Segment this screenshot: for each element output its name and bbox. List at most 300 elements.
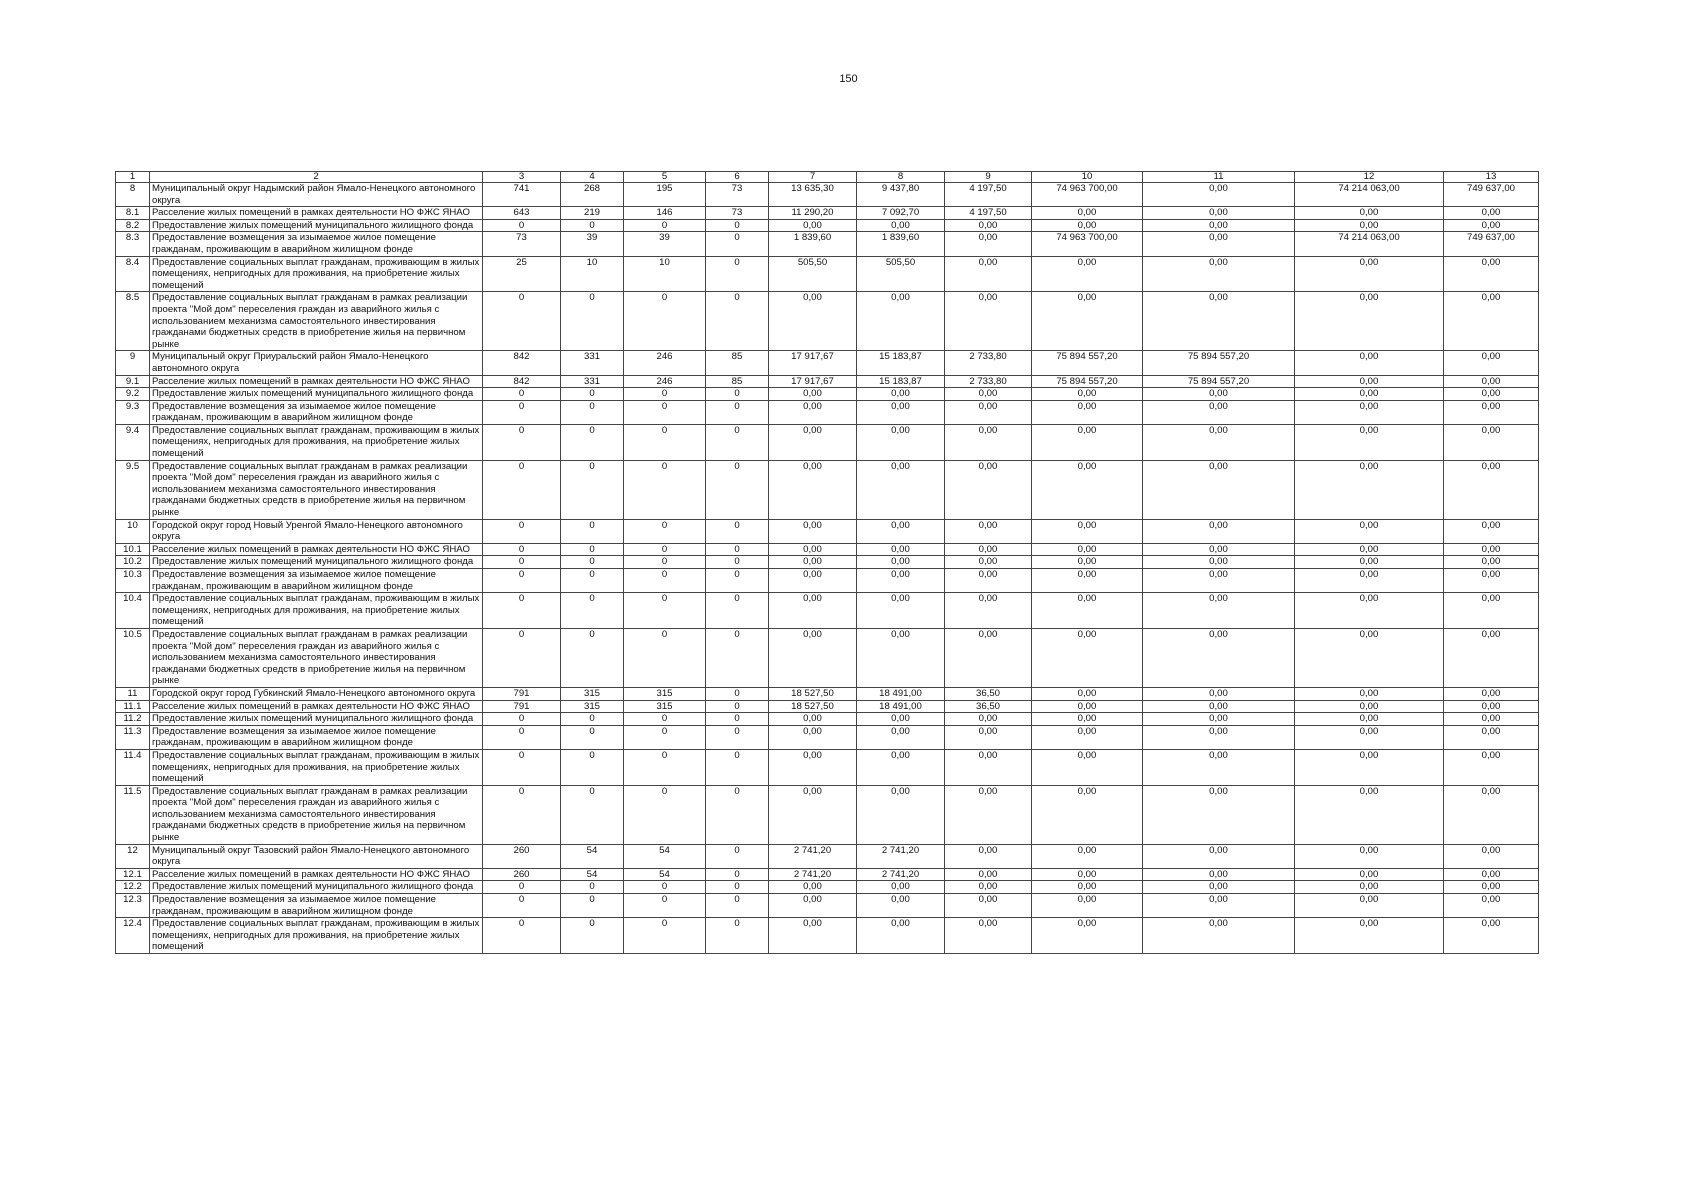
value-cell: 0,00 — [857, 713, 945, 726]
table-row — [116, 700, 1539, 713]
value-cell: 0,00 — [945, 628, 1032, 687]
table-row — [116, 725, 1539, 749]
value-cell: 0,00 — [769, 628, 857, 687]
value-cell: 0,00 — [945, 460, 1032, 519]
value-cell: 73 — [706, 207, 769, 220]
value-cell: 10 — [624, 256, 706, 292]
value-cell: 0,00 — [1295, 569, 1444, 593]
table-row — [116, 388, 1539, 401]
value-cell: 0,00 — [1143, 569, 1295, 593]
row-number-cell: 10 — [116, 519, 150, 543]
value-cell: 0,00 — [1143, 256, 1295, 292]
row-name-cell: Предоставление социальных выплат гражданам, проживающим в жилых помещениях, непригодных для проживания, на приобретение жилых помещений — [150, 424, 483, 460]
row-number-cell: 8 — [116, 183, 150, 207]
row-name-cell: Предоставление социальных выплат гражданам в рамках реализации проекта "Мой дом" переселения граждан из аварийного жилья с использованием механизма самостоятельного инвестирования гражданами бюджетных средств в приобретение жилья на первичном рынке — [150, 460, 483, 519]
value-cell: 0,00 — [1143, 628, 1295, 687]
value-cell: 0,00 — [769, 543, 857, 556]
row-number-cell: 8.3 — [116, 232, 150, 256]
value-cell: 0,00 — [1032, 388, 1143, 401]
value-cell: 219 — [561, 207, 624, 220]
value-cell: 0,00 — [945, 881, 1032, 894]
value-cell: 0,00 — [1295, 628, 1444, 687]
value-cell: 0 — [624, 556, 706, 569]
value-cell: 0 — [706, 785, 769, 844]
value-cell: 0 — [706, 556, 769, 569]
value-cell: 0 — [706, 569, 769, 593]
value-cell: 1 839,60 — [769, 232, 857, 256]
value-cell: 791 — [483, 700, 561, 713]
value-cell: 0,00 — [1143, 894, 1295, 918]
value-cell: 0,00 — [1032, 687, 1143, 700]
value-cell: 0,00 — [769, 785, 857, 844]
value-cell: 0,00 — [1444, 785, 1539, 844]
value-cell: 9 437,80 — [857, 183, 945, 207]
value-cell: 0,00 — [1295, 785, 1444, 844]
value-cell: 0,00 — [769, 460, 857, 519]
value-cell: 0,00 — [1143, 687, 1295, 700]
value-cell: 0,00 — [1444, 388, 1539, 401]
value-cell: 0,00 — [945, 868, 1032, 881]
value-cell: 11 290,20 — [769, 207, 857, 220]
value-cell: 0,00 — [769, 713, 857, 726]
value-cell: 18 527,50 — [769, 687, 857, 700]
value-cell: 0 — [561, 424, 624, 460]
value-cell: 0 — [561, 292, 624, 351]
value-cell: 0,00 — [1444, 687, 1539, 700]
row-name-cell: Предоставление жилых помещений муниципального жилищного фонда — [150, 713, 483, 726]
column-number: 3 — [483, 172, 561, 183]
value-cell: 0 — [624, 894, 706, 918]
value-cell: 75 894 557,20 — [1143, 351, 1295, 375]
value-cell: 0,00 — [769, 556, 857, 569]
table-row — [116, 207, 1539, 220]
value-cell: 0,00 — [1143, 388, 1295, 401]
row-name-cell: Предоставление социальных выплат гражданам в рамках реализации проекта "Мой дом" переселения граждан из аварийного жилья с использованием механизма самостоятельного инвестирования гражданами бюджетных средств в приобретение жилья на первичном рынке — [150, 292, 483, 351]
value-cell: 0,00 — [1295, 400, 1444, 424]
value-cell: 0 — [561, 219, 624, 232]
row-name-cell: Предоставление социальных выплат гражданам, проживающим в жилых помещениях, непригодных для проживания, на приобретение жилых помещений — [150, 918, 483, 954]
value-cell: 54 — [624, 868, 706, 881]
value-cell: 4 197,50 — [945, 207, 1032, 220]
value-cell: 0 — [624, 519, 706, 543]
value-cell: 2 741,20 — [857, 868, 945, 881]
value-cell: 2 741,20 — [857, 844, 945, 868]
value-cell: 643 — [483, 207, 561, 220]
value-cell: 0 — [483, 918, 561, 954]
value-cell: 73 — [706, 183, 769, 207]
value-cell: 0,00 — [1032, 713, 1143, 726]
row-number-cell: 9.5 — [116, 460, 150, 519]
value-cell: 0,00 — [1032, 207, 1143, 220]
value-cell: 0,00 — [1295, 256, 1444, 292]
value-cell: 0,00 — [1143, 460, 1295, 519]
value-cell: 1 839,60 — [857, 232, 945, 256]
value-cell: 0,00 — [1295, 207, 1444, 220]
row-number-cell: 12.2 — [116, 881, 150, 894]
row-number-cell: 11.2 — [116, 713, 150, 726]
value-cell: 2 741,20 — [769, 844, 857, 868]
value-cell: 0 — [483, 569, 561, 593]
value-cell: 0 — [483, 388, 561, 401]
value-cell: 0,00 — [945, 894, 1032, 918]
value-cell: 0,00 — [1444, 713, 1539, 726]
value-cell: 0 — [706, 844, 769, 868]
value-cell: 25 — [483, 256, 561, 292]
value-cell: 505,50 — [857, 256, 945, 292]
table-row — [116, 628, 1539, 687]
value-cell: 0,00 — [1032, 868, 1143, 881]
table-row — [116, 375, 1539, 388]
value-cell: 0 — [483, 543, 561, 556]
row-name-cell: Предоставление социальных выплат гражданам в рамках реализации проекта "Мой дом" переселения граждан из аварийного жилья с использованием механизма самостоятельного инвестирования гражданами бюджетных средств в приобретение жилья на первичном рынке — [150, 628, 483, 687]
value-cell: 0,00 — [1143, 219, 1295, 232]
value-cell: 0 — [624, 918, 706, 954]
value-cell: 0,00 — [1032, 700, 1143, 713]
value-cell: 0,00 — [1444, 207, 1539, 220]
value-cell: 0 — [706, 400, 769, 424]
value-cell: 0,00 — [945, 232, 1032, 256]
value-cell: 0,00 — [1143, 881, 1295, 894]
table-row — [116, 519, 1539, 543]
value-cell: 0,00 — [769, 292, 857, 351]
value-cell: 0 — [706, 460, 769, 519]
table-row — [116, 460, 1539, 519]
value-cell: 749 637,00 — [1444, 232, 1539, 256]
value-cell: 0,00 — [1444, 749, 1539, 785]
column-number: 8 — [857, 172, 945, 183]
value-cell: 0 — [706, 519, 769, 543]
value-cell: 0 — [624, 593, 706, 629]
value-cell: 0,00 — [1295, 556, 1444, 569]
table-row — [116, 844, 1539, 868]
value-cell: 741 — [483, 183, 561, 207]
value-cell: 0,00 — [1295, 700, 1444, 713]
value-cell: 0 — [706, 292, 769, 351]
value-cell: 0,00 — [1032, 844, 1143, 868]
value-cell: 0 — [624, 543, 706, 556]
row-number-cell: 11.1 — [116, 700, 150, 713]
value-cell: 0 — [483, 881, 561, 894]
column-number: 6 — [706, 172, 769, 183]
value-cell: 0,00 — [857, 749, 945, 785]
value-cell: 0 — [706, 700, 769, 713]
value-cell: 0,00 — [1143, 725, 1295, 749]
value-cell: 54 — [624, 844, 706, 868]
value-cell: 842 — [483, 351, 561, 375]
value-cell: 0 — [483, 400, 561, 424]
value-cell: 0,00 — [1444, 918, 1539, 954]
value-cell: 0 — [483, 785, 561, 844]
value-cell: 0 — [706, 713, 769, 726]
value-cell: 0,00 — [1143, 556, 1295, 569]
table-row — [116, 569, 1539, 593]
value-cell: 0,00 — [1444, 351, 1539, 375]
value-cell: 0,00 — [945, 424, 1032, 460]
value-cell: 0 — [706, 894, 769, 918]
value-cell: 0,00 — [857, 785, 945, 844]
value-cell: 0 — [561, 918, 624, 954]
value-cell: 0,00 — [1295, 593, 1444, 629]
row-name-cell: Предоставление жилых помещений муниципального жилищного фонда — [150, 556, 483, 569]
value-cell: 0 — [624, 713, 706, 726]
row-name-cell: Предоставление социальных выплат гражданам, проживающим в жилых помещениях, непригодных для проживания, на приобретение жилых помещений — [150, 749, 483, 785]
value-cell: 0,00 — [1295, 219, 1444, 232]
value-cell: 0 — [561, 713, 624, 726]
row-number-cell: 10.3 — [116, 569, 150, 593]
row-number-cell: 11.3 — [116, 725, 150, 749]
value-cell: 268 — [561, 183, 624, 207]
value-cell: 0,00 — [1295, 388, 1444, 401]
row-number-cell: 12.4 — [116, 918, 150, 954]
value-cell: 0 — [624, 785, 706, 844]
column-number: 2 — [150, 172, 483, 183]
value-cell: 0,00 — [1143, 207, 1295, 220]
row-number-cell: 9.2 — [116, 388, 150, 401]
value-cell: 0,00 — [1444, 400, 1539, 424]
value-cell: 0,00 — [769, 894, 857, 918]
column-number: 9 — [945, 172, 1032, 183]
row-name-cell: Расселение жилых помещений в рамках деятельности НО ФЖС ЯНАО — [150, 543, 483, 556]
value-cell: 0 — [624, 292, 706, 351]
row-number-cell: 12 — [116, 844, 150, 868]
value-cell: 0,00 — [1444, 519, 1539, 543]
value-cell: 0 — [624, 424, 706, 460]
value-cell: 0 — [483, 628, 561, 687]
table-row — [116, 232, 1539, 256]
value-cell: 0,00 — [1032, 725, 1143, 749]
value-cell: 0,00 — [945, 725, 1032, 749]
value-cell: 0,00 — [769, 881, 857, 894]
value-cell: 0 — [483, 292, 561, 351]
value-cell: 0,00 — [1032, 400, 1143, 424]
value-cell: 2 741,20 — [769, 868, 857, 881]
value-cell: 0 — [706, 593, 769, 629]
column-number: 12 — [1295, 172, 1444, 183]
value-cell: 73 — [483, 232, 561, 256]
row-number-cell: 10.4 — [116, 593, 150, 629]
value-cell: 0,00 — [1032, 628, 1143, 687]
value-cell: 0,00 — [1295, 687, 1444, 700]
column-number: 11 — [1143, 172, 1295, 183]
value-cell: 0,00 — [1444, 868, 1539, 881]
row-name-cell: Предоставление возмещения за изымаемое жилое помещение гражданам, проживающим в аварийном жилищном фонде — [150, 232, 483, 256]
value-cell: 0,00 — [857, 292, 945, 351]
value-cell: 0,00 — [1295, 725, 1444, 749]
value-cell: 4 197,50 — [945, 183, 1032, 207]
table-row — [116, 400, 1539, 424]
value-cell: 0,00 — [1444, 569, 1539, 593]
value-cell: 0,00 — [945, 292, 1032, 351]
value-cell: 0,00 — [1032, 593, 1143, 629]
value-cell: 0 — [706, 543, 769, 556]
value-cell: 2 733,80 — [945, 351, 1032, 375]
value-cell: 0,00 — [1444, 543, 1539, 556]
value-cell: 0,00 — [857, 556, 945, 569]
value-cell: 0 — [561, 569, 624, 593]
row-number-cell: 8.2 — [116, 219, 150, 232]
value-cell: 0,00 — [945, 713, 1032, 726]
table-row — [116, 918, 1539, 954]
value-cell: 0,00 — [1143, 400, 1295, 424]
value-cell: 0 — [706, 256, 769, 292]
value-cell: 13 635,30 — [769, 183, 857, 207]
value-cell: 0 — [561, 556, 624, 569]
value-cell: 0,00 — [1444, 256, 1539, 292]
value-cell: 0 — [706, 232, 769, 256]
value-cell: 0,00 — [769, 219, 857, 232]
value-cell: 0,00 — [1295, 881, 1444, 894]
value-cell: 18 491,00 — [857, 687, 945, 700]
value-cell: 0,00 — [1295, 749, 1444, 785]
value-cell: 0,00 — [945, 519, 1032, 543]
row-number-cell: 11 — [116, 687, 150, 700]
value-cell: 0,00 — [1295, 375, 1444, 388]
value-cell: 0,00 — [769, 918, 857, 954]
table-row — [116, 881, 1539, 894]
value-cell: 54 — [561, 868, 624, 881]
row-number-cell: 8.4 — [116, 256, 150, 292]
value-cell: 0,00 — [1295, 894, 1444, 918]
value-cell: 36,50 — [945, 687, 1032, 700]
row-name-cell: Предоставление социальных выплат гражданам в рамках реализации проекта "Мой дом" переселения граждан из аварийного жилья с использованием механизма самостоятельного инвестирования гражданами бюджетных средств в приобретение жилья на первичном рынке — [150, 785, 483, 844]
value-cell: 0,00 — [1295, 351, 1444, 375]
value-cell: 315 — [561, 687, 624, 700]
value-cell: 0,00 — [945, 388, 1032, 401]
table-row — [116, 749, 1539, 785]
value-cell: 0,00 — [1143, 292, 1295, 351]
value-cell: 75 894 557,20 — [1143, 375, 1295, 388]
row-number-cell: 9.4 — [116, 424, 150, 460]
value-cell: 0,00 — [1032, 881, 1143, 894]
value-cell: 0 — [706, 749, 769, 785]
value-cell: 15 183,87 — [857, 375, 945, 388]
value-cell: 195 — [624, 183, 706, 207]
row-name-cell: Предоставление социальных выплат гражданам, проживающим в жилых помещениях, непригодных для проживания, на приобретение жилых помещений — [150, 593, 483, 629]
value-cell: 7 092,70 — [857, 207, 945, 220]
value-cell: 0 — [706, 725, 769, 749]
value-cell: 0 — [483, 725, 561, 749]
value-cell: 0,00 — [1444, 219, 1539, 232]
value-cell: 0,00 — [1444, 700, 1539, 713]
table-row — [116, 219, 1539, 232]
value-cell: 0 — [483, 460, 561, 519]
value-cell: 505,50 — [769, 256, 857, 292]
value-cell: 0,00 — [1032, 785, 1143, 844]
value-cell: 0,00 — [769, 593, 857, 629]
table-body — [116, 172, 1539, 954]
value-cell: 146 — [624, 207, 706, 220]
value-cell: 10 — [561, 256, 624, 292]
value-cell: 0 — [483, 556, 561, 569]
value-cell: 0,00 — [1444, 725, 1539, 749]
row-name-cell: Муниципальный округ Надымский район Ямало-Ненецкого автономного округа — [150, 183, 483, 207]
value-cell: 75 894 557,20 — [1032, 351, 1143, 375]
table-row — [116, 593, 1539, 629]
row-name-cell: Муниципальный округ Приуральский район Ямало-Ненецкого автономного округа — [150, 351, 483, 375]
row-name-cell: Городской округ город Губкинский Ямало-Ненецкого автономного округа — [150, 687, 483, 700]
value-cell: 0,00 — [1032, 256, 1143, 292]
row-name-cell: Городской округ город Новый Уренгой Ямало-Ненецкого автономного округа — [150, 519, 483, 543]
row-number-cell: 10.2 — [116, 556, 150, 569]
row-number-cell: 9.1 — [116, 375, 150, 388]
value-cell: 0,00 — [1295, 918, 1444, 954]
value-cell: 0,00 — [1032, 894, 1143, 918]
table-row — [116, 556, 1539, 569]
table-row — [116, 687, 1539, 700]
value-cell: 0,00 — [1143, 868, 1295, 881]
value-cell: 0,00 — [1032, 292, 1143, 351]
row-name-cell: Предоставление социальных выплат гражданам, проживающим в жилых помещениях, непригодных для проживания, на приобретение жилых помещений — [150, 256, 483, 292]
value-cell: 0,00 — [1295, 713, 1444, 726]
value-cell: 0 — [561, 543, 624, 556]
value-cell: 18 527,50 — [769, 700, 857, 713]
column-number: 5 — [624, 172, 706, 183]
value-cell: 74 963 700,00 — [1032, 183, 1143, 207]
row-number-cell: 9.3 — [116, 400, 150, 424]
value-cell: 0,00 — [857, 894, 945, 918]
table-row — [116, 894, 1539, 918]
value-cell: 0,00 — [1032, 424, 1143, 460]
column-number: 1 — [116, 172, 150, 183]
value-cell: 0 — [483, 219, 561, 232]
row-name-cell: Расселение жилых помещений в рамках деятельности НО ФЖС ЯНАО — [150, 207, 483, 220]
value-cell: 0,00 — [1143, 543, 1295, 556]
row-number-cell: 12.3 — [116, 894, 150, 918]
value-cell: 0,00 — [1295, 424, 1444, 460]
value-cell: 0,00 — [769, 424, 857, 460]
value-cell: 0,00 — [1444, 375, 1539, 388]
value-cell: 260 — [483, 868, 561, 881]
row-name-cell: Предоставление жилых помещений муниципального жилищного фонда — [150, 219, 483, 232]
row-name-cell: Предоставление жилых помещений муниципального жилищного фонда — [150, 388, 483, 401]
value-cell: 54 — [561, 844, 624, 868]
value-cell: 18 491,00 — [857, 700, 945, 713]
value-cell: 0 — [561, 593, 624, 629]
value-cell: 0 — [483, 593, 561, 629]
value-cell: 246 — [624, 375, 706, 388]
value-cell: 0 — [624, 628, 706, 687]
value-cell: 2 733,80 — [945, 375, 1032, 388]
value-cell: 0 — [483, 519, 561, 543]
value-cell: 842 — [483, 375, 561, 388]
value-cell: 0,00 — [769, 569, 857, 593]
value-cell: 0,00 — [1143, 713, 1295, 726]
value-cell: 0,00 — [1143, 424, 1295, 460]
table-row — [116, 713, 1539, 726]
value-cell: 0 — [561, 460, 624, 519]
value-cell: 0,00 — [857, 424, 945, 460]
value-cell: 0,00 — [1295, 292, 1444, 351]
value-cell: 749 637,00 — [1444, 183, 1539, 207]
value-cell: 0,00 — [1444, 881, 1539, 894]
column-number: 4 — [561, 172, 624, 183]
row-name-cell: Предоставление возмещения за изымаемое жилое помещение гражданам, проживающим в аварийном жилищном фонде — [150, 894, 483, 918]
row-name-cell: Расселение жилых помещений в рамках деятельности НО ФЖС ЯНАО — [150, 375, 483, 388]
value-cell: 0,00 — [1295, 844, 1444, 868]
value-cell: 0 — [624, 749, 706, 785]
table-row — [116, 183, 1539, 207]
value-cell: 0 — [561, 749, 624, 785]
value-cell: 0 — [561, 400, 624, 424]
value-cell: 0 — [706, 881, 769, 894]
row-name-cell: Расселение жилых помещений в рамках деятельности НО ФЖС ЯНАО — [150, 700, 483, 713]
value-cell: 0,00 — [945, 569, 1032, 593]
table-row — [116, 424, 1539, 460]
value-cell: 0 — [624, 725, 706, 749]
value-cell: 0 — [624, 388, 706, 401]
value-cell: 0,00 — [857, 400, 945, 424]
value-cell: 0,00 — [945, 593, 1032, 629]
